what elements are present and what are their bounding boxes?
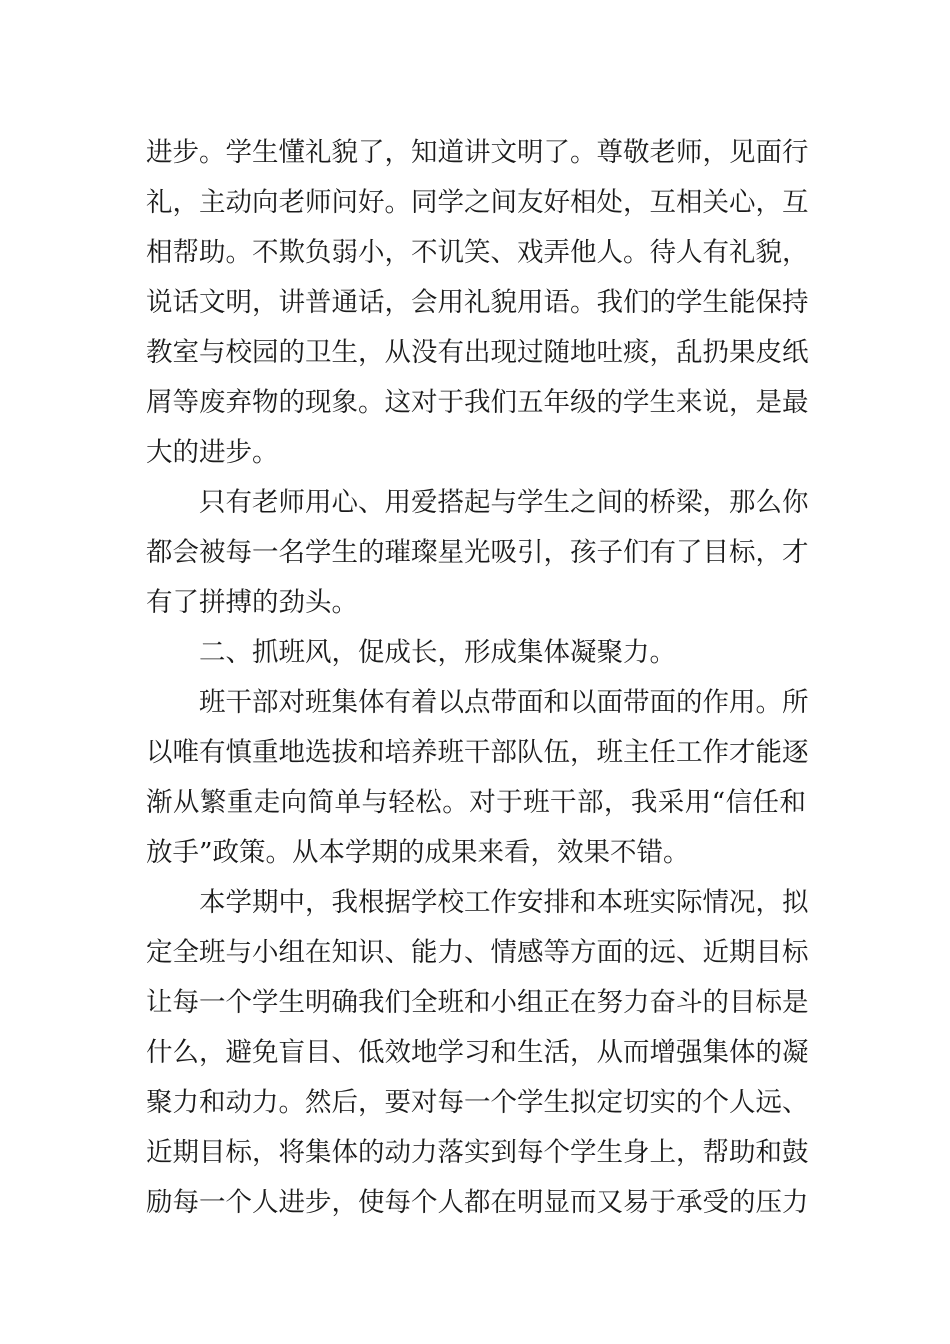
text-line: 放手”政策。从本学期的成果来看，效果不错。 — [146, 837, 690, 868]
text-line: 相帮助。不欺负弱小，不讥笑、戏弄他人。待人有礼貌， — [146, 237, 809, 268]
text-line: 本学期中，我根据学校工作安排和本班实际情况，拟 — [146, 887, 809, 918]
text-line: 以唯有慎重地选拔和培养班干部队伍，班主任工作才能逐 — [146, 737, 809, 768]
text-line: 进步。学生懂礼貌了，知道讲文明了。尊敬老师，见面行 — [146, 137, 809, 168]
section-heading: 二、抓班风，促成长，形成集体凝聚力。 — [146, 637, 676, 668]
text-line: 让每一个学生明确我们全班和小组正在努力奋斗的目标是 — [146, 987, 809, 1018]
text-line: 说话文明，讲普通话，会用礼貌用语。我们的学生能保持 — [146, 287, 809, 318]
text-line: 什么，避免盲目、低效地学习和生活，从而增强集体的凝 — [146, 1037, 809, 1068]
text-line: 都会被每一名学生的璀璨星光吸引，孩子们有了目标，才 — [146, 537, 809, 568]
text-line: 大的进步。 — [146, 437, 279, 468]
text-line: 班干部对班集体有着以点带面和以面带面的作用。所 — [146, 687, 809, 718]
text-line: 近期目标，将集体的动力落实到每个学生身上，帮助和鼓 — [146, 1137, 809, 1168]
text-line: 有了拼搏的劲头。 — [146, 587, 358, 618]
text-line: 励每一个人进步，使每个人都在明显而又易于承受的压力 — [146, 1187, 809, 1218]
text-line: 屑等废弃物的现象。这对于我们五年级的学生来说，是最 — [146, 387, 809, 418]
text-line: 只有老师用心、用爱搭起与学生之间的桥梁，那么你 — [146, 487, 809, 518]
text-line: 渐从繁重走向简单与轻松。对于班干部，我采用“信任和 — [146, 787, 806, 818]
text-line: 聚力和动力。然后，要对每一个学生拟定切实的个人远、 — [146, 1087, 809, 1118]
text-line: 定全班与小组在知识、能力、情感等方面的远、近期目标 — [146, 937, 809, 968]
text-line: 礼，主动向老师问好。同学之间友好相处，互相关心，互 — [146, 187, 809, 218]
text-line: 教室与校园的卫生，从没有出现过随地吐痰，乱扔果皮纸 — [146, 337, 809, 368]
